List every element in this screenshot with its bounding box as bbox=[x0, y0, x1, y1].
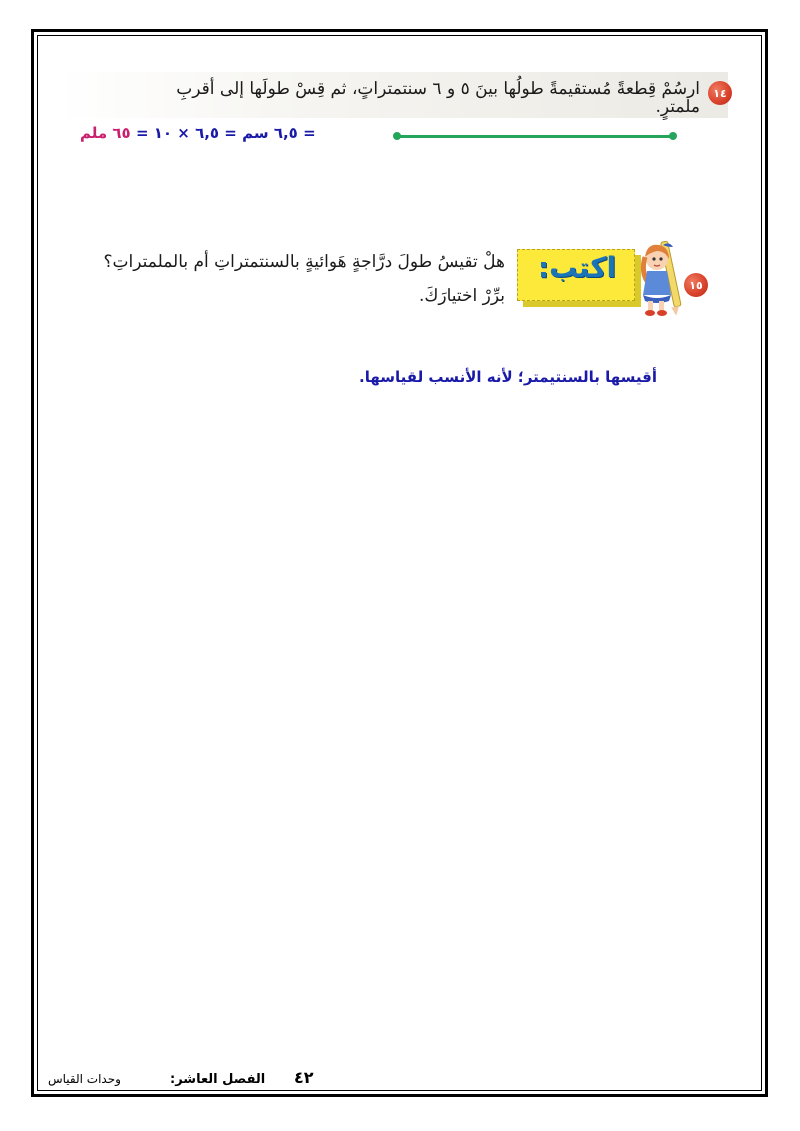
question-15-answer: أقيسها بالسنتيمتر؛ لأنه الأنسب لقياسها. bbox=[359, 368, 657, 386]
question-15-number: ١٥ bbox=[689, 278, 703, 292]
page-number: ٤٢ bbox=[294, 1068, 314, 1087]
question-15-text-line1: هلْ تقيسُ طولَ درَّاجةٍ هَوائيةٍ بالسنتمتراتِ أم بالملمتراتِ؟ bbox=[103, 252, 505, 272]
measured-line-segment bbox=[397, 135, 673, 138]
footer-chapter: الفصل العاشر: bbox=[170, 1072, 266, 1087]
segment-end-point bbox=[669, 132, 677, 140]
question-14-number: ١٤ bbox=[713, 86, 727, 100]
footer-unit-title: وحدات القياس bbox=[48, 1072, 121, 1086]
question-15-text-line2: برِّرْ اختيارَكَ. bbox=[418, 286, 505, 306]
write-badge-label: اكتب: bbox=[537, 251, 617, 284]
page-border-inner bbox=[37, 35, 762, 1091]
question-14-answer bbox=[80, 124, 316, 150]
girl-with-pencil-icon bbox=[635, 237, 691, 317]
question-14-answer-main: = ٦,٥ سم = ٦,٥ × ١٠ = bbox=[130, 124, 316, 142]
write-badge bbox=[513, 237, 693, 317]
question-14-text-line2: ملمترٍ. bbox=[655, 97, 700, 117]
question-14-text-line1: ارسُمْ قِطعةً مُستقيمةً طولُها بينَ ٥ و ٦ سنتمتراتٍ، ثم قِسْ طولَها إلى أقربِ bbox=[176, 79, 700, 99]
question-14-number-badge bbox=[708, 81, 732, 105]
question-14-answer-result: ٦٥ ملم bbox=[80, 124, 131, 142]
